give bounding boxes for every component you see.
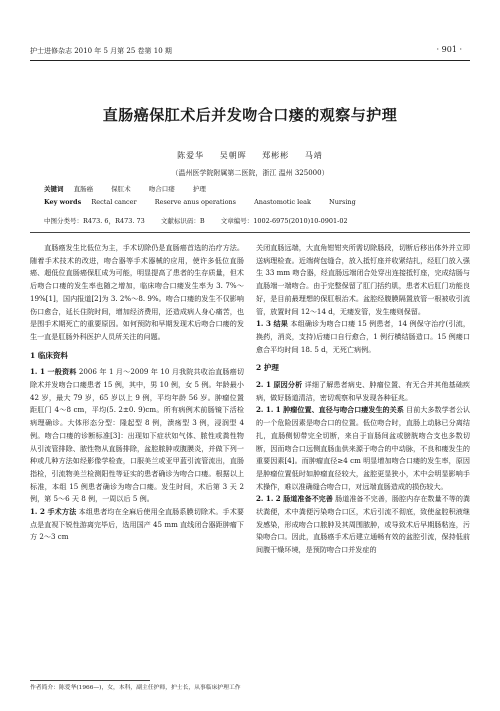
keyword: 护理 <box>192 185 206 193</box>
paragraph: 关闭直肠远端，大直角钳钳夹所需切除肠段，切断后移出体外并立即送病理检查。近端荷包缝合，放入抵钉座并收紧结扎，经肛门放入强生 33 mm 吻合器，经直肠远端闭合处穿出连接抵钉座，完成结肠与直肠端一端吻合。由于完整保留了肛门括约肌，患者术后肛门功能良好，是目前最理想的保肛根治术。盆腔经腹膜隔置放管一根被收引流管，放置时间 12～14 d，无瘘发管，发生瘘则保留。 <box>256 243 470 316</box>
paragraph: 肠道准备不完善，肠腔内存在数量不等的粪状粪便，术中粪便污染吻合口区，术后引流不彻底，致使盆腔积液继发感染，形成吻合口脓肿及其周围脓肿，或导致术后早期肠粘连，污染吻合口。因此，直肠癌手术后建立通畅有效的盆腔引流，保持低前间腹干燥环境，是预防吻合口并发症的 <box>256 494 471 555</box>
keywords-en-label: Key words <box>44 198 82 206</box>
section-heading: 2 护理 <box>256 363 279 373</box>
keyword: 保肛术 <box>111 185 131 193</box>
footnote-rule <box>30 680 150 681</box>
paragraph: 本组患者均在全麻后使用全直肠系膜切除术。手术要点是直视下锐性游离完毕后，选用国产 45 mm 直线闭合器距肿瘤下方 2～3 cm <box>30 507 244 542</box>
author-footnote: 作者简介：陈爱华(1966—)，女，本科，副主任护师，护士长，从事临床护理工作 <box>30 685 241 691</box>
article-number: 文章编号：1002-6975(2010)10-0901-02 <box>220 217 348 225</box>
article-title: 直肠癌保肛术后并发吻合口瘘的观察与护理 <box>102 106 398 124</box>
author: 郑彬彬 <box>262 151 290 160</box>
keyword: 直肠癌 <box>73 185 94 193</box>
subsection-heading: 1. 2 手术方法 <box>30 507 77 517</box>
intro-paragraph: 直肠癌发生比低位为主，手术切除仍是直肠癌首选的治疗方法。随着手术技术的改进，吻合器等手术器械的应用，使许多低位直肠癌、超低位直肠癌保肛成为可能，明显提高了患者的生存质量，但术后吻合口瘘的发生率也随之增加，临床吻合口瘘发生率为 3. 7%～19%[1]，国内报道[2]为 3. 2%～8. 9%。吻合口瘘的发生不仅影响伤口愈合，延长住院时间，增加经济费用，还造成病人身心痛苦，也是围手术期死亡的重要原因。如何预防和早期发现术后吻合口瘘的发生一直是肛肠外科医护人员所关注的问题。 <box>30 243 244 341</box>
keyword: Anastomotic leak <box>254 198 311 206</box>
paragraph: 目前大多数学者公认的一个危险因素是吻合口的位置。低位吻合时，直肠上动脉已分离结扎，直肠侧韧带完全切断，来自于盲肠间盆或膀胱吻合支也多数切断，因而吻合口远侧直肠血供来源于吻合的中动脉，不良和瘘发生的重要因素[4]。而肿瘤直径≥4 cm 明显增加吻合口瘘的发生率，原因是肿瘤位置低时如肿瘤直径较大，盆腔更显狭小，术中会明显影响手术操作，难以准确缝合吻合口，对远端直肠造成的损伤较大。 <box>256 405 471 491</box>
article-meta <box>44 216 362 225</box>
subsection-heading: 1. 3 结果 <box>256 319 288 329</box>
keywords-en <box>44 198 372 206</box>
clc-number: 中图分类号：R473. 6，R473. 73 <box>44 217 145 225</box>
running-header <box>30 44 470 58</box>
keyword: Nursing <box>329 198 356 206</box>
keywords-cn <box>44 184 222 193</box>
affiliation: （温州医学院附属第二医院，浙江 温州 325000） <box>171 169 329 177</box>
section-heading: 1 临床资料 <box>30 350 68 360</box>
journal-info: 护士进修杂志 2010 年 5 月第 25 卷第 10 期 <box>30 47 172 55</box>
paragraph: 本组确诊为吻合口瘘 15 例患者，14 例保守治疗(引流，换药，消炎，支持)后瘘口自行愈合，1 例行横结肠造口。15 例瘘口愈合平均时间 18. 5 d，无死亡病例。 <box>256 319 470 354</box>
paragraph: 详细了解患者病史、肿瘤位置、有无合并其他基础疾病，做好肠道清洁，密切观察和早发现各种征兆。 <box>256 380 470 402</box>
document-code: 文献标识码：B <box>160 217 205 225</box>
subsection-heading: 1. 1 一般资料 <box>30 367 77 377</box>
keyword: Rectal cancer <box>91 198 137 206</box>
section-rule <box>30 232 470 233</box>
page-number: · 901 · <box>436 45 462 54</box>
subsection-heading: 2. 1 原因分析 <box>256 380 303 390</box>
author: 陈爱华 <box>177 151 205 160</box>
author: 马靖 <box>304 151 323 160</box>
left-column <box>30 242 244 544</box>
paragraph: 2006 年 1 月～2009 年 10 月我院共收治直肠癌切除术并发吻合口瘘患者 15 例，其中，男 10 例，女 5 例。年龄最小 42 岁，最大 79 岁，65 岁以上 9 例，平均年龄 56 岁。肿瘤位置距肛门 4～8 cm，平均(5. 2±0. 9)cm。所有病例术前肠镜下活检病理确诊。大体形态分型：隆起型 8 例，溃疡型 3 例，浸润型 4 例。吻合口瘘的诊断标准[3]：出现如下症状如气体、脓性或粪性物从引流管排除、脓性物从直肠排除，盆腔脓肿或腹膜炎，并做下列一种或几种方法如经影像学检查，口服美兰或亚甲蓝引流管流出，直肠指检，引流物美兰检测阳性等证实的患者确诊为吻合口瘘。根据以上标准，本组 15 例患者确诊为吻合口瘘。发生时间，术后第 3 天 2 例，第 5～6 天 8 例，一周以后 5 例。 <box>30 367 244 504</box>
keywords-cn-label: 关键词 <box>44 185 64 193</box>
keyword: 吻合口瘘 <box>148 185 175 193</box>
right-column <box>256 242 470 557</box>
header-rule <box>30 60 470 61</box>
subsection-heading: 2. 1. 1 肿瘤位置、直径与吻合口瘘发生的关系 <box>256 405 404 415</box>
subsection-heading: 2. 1. 2 肠道准备不完善 <box>256 494 333 504</box>
keyword: Reserve anus operations <box>154 198 237 206</box>
author: 吴朝晖 <box>219 151 247 160</box>
author-list <box>0 150 500 161</box>
